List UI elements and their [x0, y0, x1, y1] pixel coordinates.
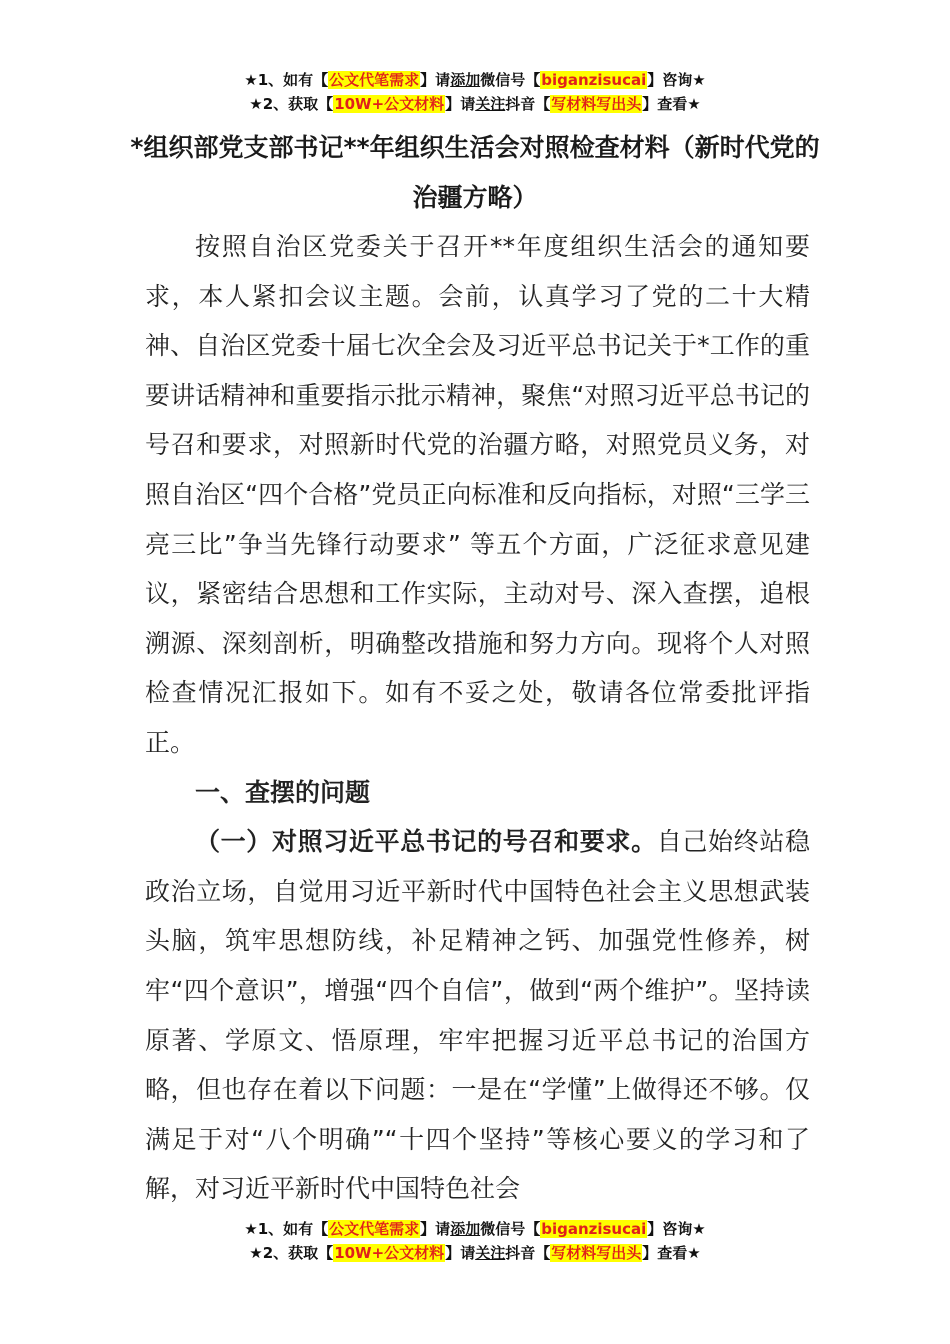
promo-line-2: ★2、获取【10W+公文材料】请关注抖音【写材料写出头】查看★	[249, 1244, 701, 1262]
document-body	[145, 222, 810, 1214]
section-heading: 一、查摆的问题	[195, 777, 371, 807]
highlight-wechat-id: biganzisucai	[541, 71, 647, 89]
highlight-wechat-id: biganzisucai	[541, 1220, 647, 1238]
promo-banner-top	[0, 68, 950, 116]
promo-line-1: ★1、如有【公文代笔需求】请添加微信号【biganzisucai】咨询★	[244, 1220, 706, 1238]
highlight-materials: 10W+公文材料	[334, 1244, 445, 1262]
highlight-materials: 10W+公文材料	[334, 95, 445, 113]
promo-banner-bottom	[0, 1217, 950, 1265]
subsection-heading: （一）对照习近平总书记的号召和要求。	[195, 827, 657, 857]
intro-paragraph: 按照自治区党委关于召开**年度组织生活会的通知要求，本人紧扣会议主题。会前，认真学习了党的二十大精神、自治区党委十届七次全会及习近平总书记关于*工作的重要讲话精神和重要指示批示精神，聚焦“对照习近平总书记的号召和要求，对照新时代党的治疆方略，对照党员义务，对照自治区“四个合格”党员正向标准和反向指标，对照“三学三亮三比”争当先锋行动要求” 等五个方面，广泛征求意见建议，紧密结合思想和工作实际，主动对号、深入查摆，追根溯源、深刻剖析，明确整改措施和努力方向。现将个人对照检查情况汇报如下。如有不妥之处，敬请各位常委批评指正。	[145, 232, 810, 757]
subsection-paragraph	[145, 817, 810, 1214]
promo-line-2: ★2、获取【10W+公文材料】请关注抖音【写材料写出头】查看★	[249, 95, 701, 113]
highlight-douyin-account: 写材料写出头	[551, 95, 642, 113]
promo-line-1: ★1、如有【公文代笔需求】请添加微信号【biganzisucai】咨询★	[244, 71, 706, 89]
highlight-service: 公文代笔需求	[329, 71, 420, 89]
document-title: *组织部党支部书记**年组织生活会对照检查材料（新时代党的治疆方略）	[130, 133, 820, 212]
highlight-douyin-account: 写材料写出头	[551, 1244, 642, 1262]
highlight-service: 公文代笔需求	[329, 1220, 420, 1238]
subsection-body: 自己始终站稳政治立场，自觉用习近平新时代中国特色社会主义思想武装头脑，筑牢思想防线，补足精神之钙、加强党性修养，树牢“四个意识”，增强“四个自信”，做到“两个维护”。坚持读原著、学原文、悟原理，牢牢把握习近平总书记的治国方略，但也存在着以下问题：一是在“学懂”上做得还不够。仅满足于对“八个明确”“十四个坚持”等核心要义的学习和了解，对习近平新时代中国特色社会	[145, 827, 810, 1204]
